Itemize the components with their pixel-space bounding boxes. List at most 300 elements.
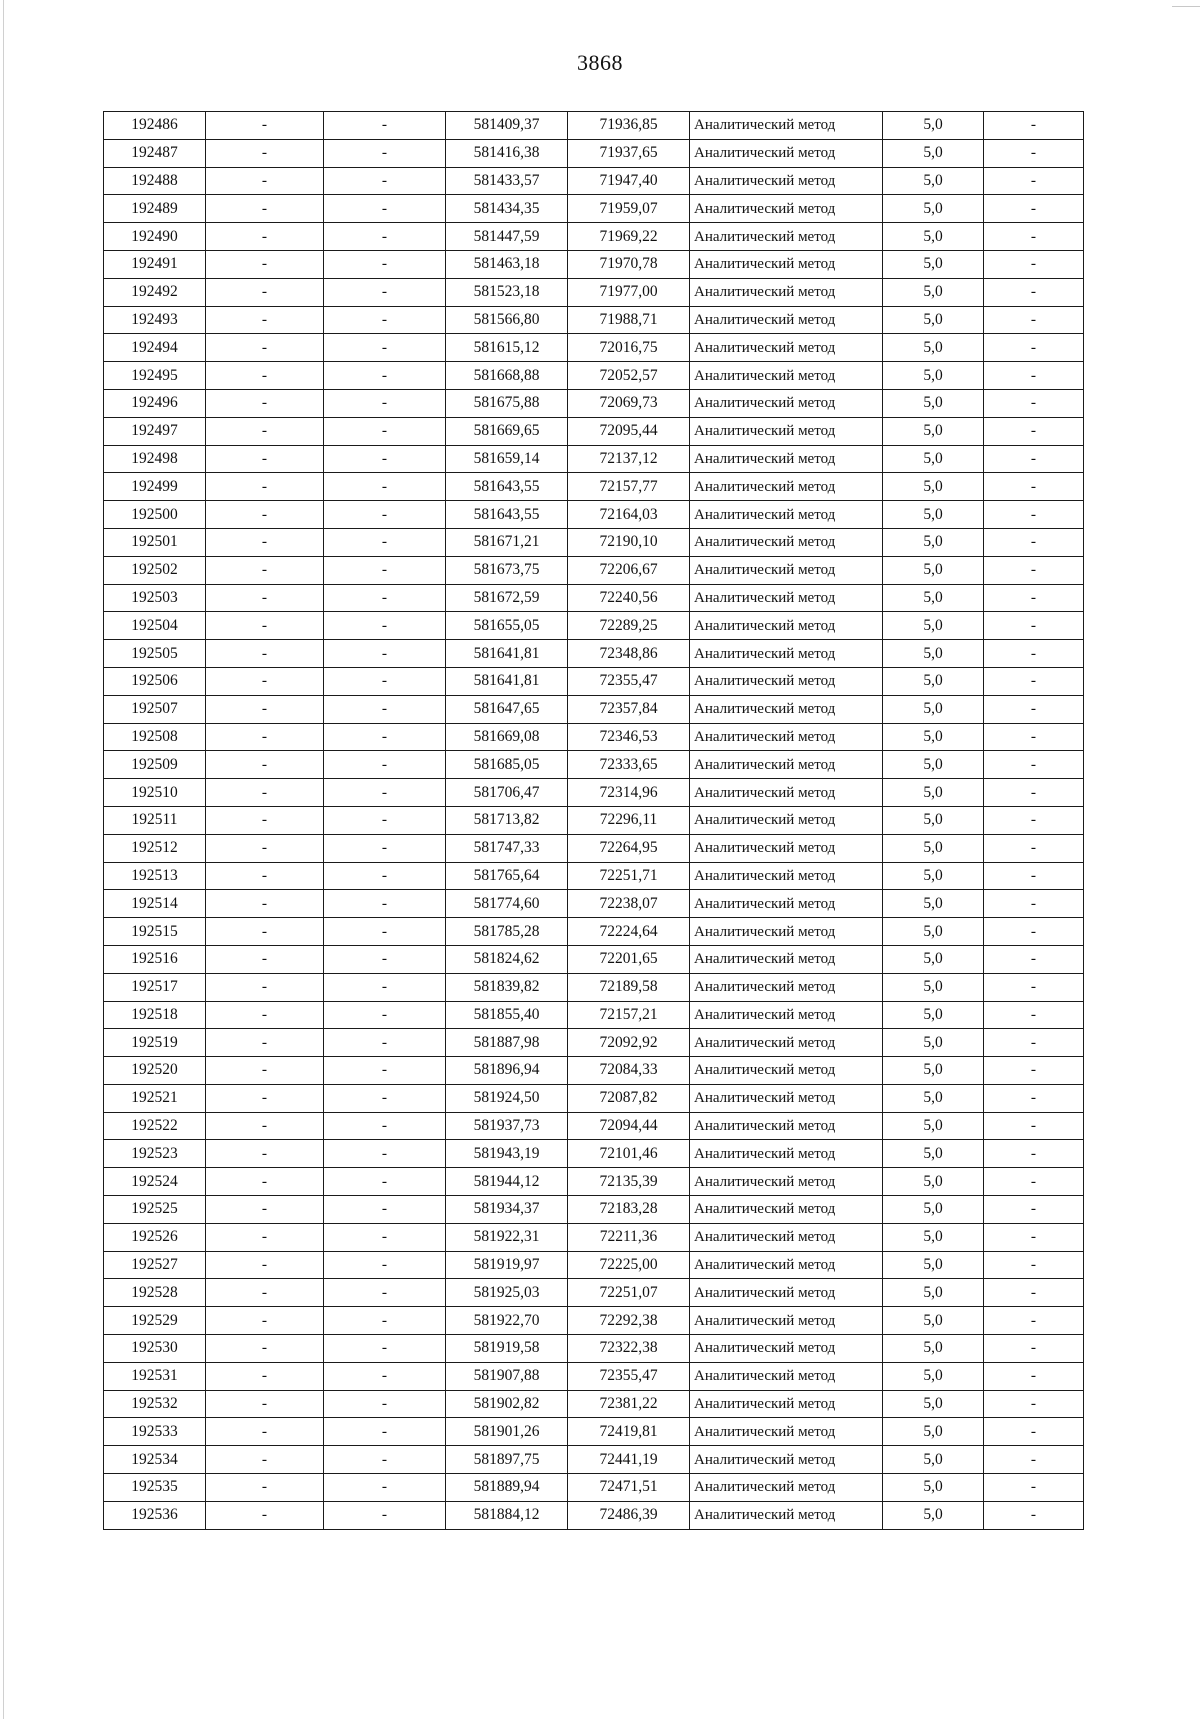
point-number-cell: 192488 (104, 167, 206, 195)
x-coordinate-cell: 581659,14 (446, 445, 568, 473)
accuracy-cell: 5,0 (883, 1084, 984, 1112)
point-number-cell: 192509 (104, 751, 206, 779)
empty-value-cell: - (324, 751, 446, 779)
y-coordinate-cell: 72441,19 (568, 1446, 690, 1474)
empty-value-cell: - (984, 1196, 1084, 1224)
y-coordinate-cell: 72137,12 (568, 445, 690, 473)
empty-value-cell: - (324, 1057, 446, 1085)
empty-value-cell: - (206, 1362, 324, 1390)
table-row (104, 890, 1084, 918)
y-coordinate-cell: 72251,71 (568, 862, 690, 890)
point-number-cell: 192521 (104, 1084, 206, 1112)
empty-value-cell: - (324, 334, 446, 362)
table-row (104, 1501, 1084, 1529)
table-row (104, 278, 1084, 306)
y-coordinate-cell: 72355,47 (568, 1362, 690, 1390)
empty-value-cell: - (324, 1251, 446, 1279)
point-number-cell: 192506 (104, 667, 206, 695)
point-number-cell: 192515 (104, 918, 206, 946)
empty-value-cell: - (324, 1223, 446, 1251)
empty-value-cell: - (984, 1001, 1084, 1029)
method-cell: Аналитический метод (690, 112, 883, 140)
empty-value-cell: - (206, 1223, 324, 1251)
point-number-cell: 192518 (104, 1001, 206, 1029)
x-coordinate-cell: 581671,21 (446, 528, 568, 556)
empty-value-cell: - (206, 1474, 324, 1502)
table-row (104, 862, 1084, 890)
x-coordinate-cell: 581409,37 (446, 112, 568, 140)
x-coordinate-cell: 581655,05 (446, 612, 568, 640)
point-number-cell: 192503 (104, 584, 206, 612)
accuracy-cell: 5,0 (883, 1251, 984, 1279)
table-row (104, 1251, 1084, 1279)
table-row (104, 1362, 1084, 1390)
table-row (104, 334, 1084, 362)
empty-value-cell: - (206, 612, 324, 640)
accuracy-cell: 5,0 (883, 139, 984, 167)
accuracy-cell: 5,0 (883, 167, 984, 195)
table-body (104, 112, 1084, 1530)
empty-value-cell: - (324, 1279, 446, 1307)
y-coordinate-cell: 72016,75 (568, 334, 690, 362)
page-number: 3868 (577, 50, 623, 75)
empty-value-cell: - (324, 389, 446, 417)
method-cell: Аналитический метод (690, 834, 883, 862)
method-cell: Аналитический метод (690, 306, 883, 334)
empty-value-cell: - (984, 139, 1084, 167)
empty-value-cell: - (984, 334, 1084, 362)
empty-value-cell: - (206, 1057, 324, 1085)
table-row (104, 1084, 1084, 1112)
table-row (104, 1223, 1084, 1251)
empty-value-cell: - (206, 556, 324, 584)
y-coordinate-cell: 71970,78 (568, 250, 690, 278)
empty-value-cell: - (984, 278, 1084, 306)
method-cell: Аналитический метод (690, 417, 883, 445)
y-coordinate-cell: 72206,67 (568, 556, 690, 584)
empty-value-cell: - (206, 278, 324, 306)
y-coordinate-cell: 72201,65 (568, 945, 690, 973)
empty-value-cell: - (984, 1335, 1084, 1363)
empty-value-cell: - (206, 890, 324, 918)
accuracy-cell: 5,0 (883, 1390, 984, 1418)
empty-value-cell: - (324, 1362, 446, 1390)
empty-value-cell: - (324, 528, 446, 556)
empty-value-cell: - (324, 501, 446, 529)
point-number-cell: 192496 (104, 389, 206, 417)
empty-value-cell: - (984, 195, 1084, 223)
x-coordinate-cell: 581706,47 (446, 779, 568, 807)
empty-value-cell: - (324, 1140, 446, 1168)
y-coordinate-cell: 72084,33 (568, 1057, 690, 1085)
empty-value-cell: - (984, 862, 1084, 890)
method-cell: Аналитический метод (690, 1474, 883, 1502)
accuracy-cell: 5,0 (883, 334, 984, 362)
y-coordinate-cell: 72238,07 (568, 890, 690, 918)
x-coordinate-cell: 581643,55 (446, 473, 568, 501)
empty-value-cell: - (984, 1057, 1084, 1085)
empty-value-cell: - (206, 195, 324, 223)
empty-value-cell: - (206, 1196, 324, 1224)
empty-value-cell: - (206, 1307, 324, 1335)
empty-value-cell: - (984, 1279, 1084, 1307)
empty-value-cell: - (984, 1307, 1084, 1335)
point-number-cell: 192520 (104, 1057, 206, 1085)
y-coordinate-cell: 71936,85 (568, 112, 690, 140)
accuracy-cell: 5,0 (883, 1057, 984, 1085)
empty-value-cell: - (206, 1335, 324, 1363)
empty-value-cell: - (984, 806, 1084, 834)
point-number-cell: 192501 (104, 528, 206, 556)
accuracy-cell: 5,0 (883, 834, 984, 862)
y-coordinate-cell: 72094,44 (568, 1112, 690, 1140)
point-number-cell: 192533 (104, 1418, 206, 1446)
empty-value-cell: - (984, 918, 1084, 946)
empty-value-cell: - (984, 751, 1084, 779)
empty-value-cell: - (206, 723, 324, 751)
point-number-cell: 192492 (104, 278, 206, 306)
empty-value-cell: - (206, 806, 324, 834)
point-number-cell: 192498 (104, 445, 206, 473)
table-row (104, 1001, 1084, 1029)
method-cell: Аналитический метод (690, 445, 883, 473)
x-coordinate-cell: 581434,35 (446, 195, 568, 223)
point-number-cell: 192495 (104, 362, 206, 390)
y-coordinate-cell: 72135,39 (568, 1168, 690, 1196)
point-number-cell: 192499 (104, 473, 206, 501)
y-coordinate-cell: 72189,58 (568, 973, 690, 1001)
method-cell: Аналитический метод (690, 667, 883, 695)
empty-value-cell: - (984, 1474, 1084, 1502)
table-row (104, 250, 1084, 278)
method-cell: Аналитический метод (690, 1029, 883, 1057)
empty-value-cell: - (984, 779, 1084, 807)
y-coordinate-cell: 72322,38 (568, 1335, 690, 1363)
method-cell: Аналитический метод (690, 362, 883, 390)
method-cell: Аналитический метод (690, 1084, 883, 1112)
accuracy-cell: 5,0 (883, 1196, 984, 1224)
accuracy-cell: 5,0 (883, 1362, 984, 1390)
table-row (104, 806, 1084, 834)
y-coordinate-cell: 72346,53 (568, 723, 690, 751)
empty-value-cell: - (324, 584, 446, 612)
empty-value-cell: - (324, 362, 446, 390)
accuracy-cell: 5,0 (883, 1223, 984, 1251)
x-coordinate-cell: 581641,81 (446, 640, 568, 668)
empty-value-cell: - (324, 612, 446, 640)
x-coordinate-cell: 581884,12 (446, 1501, 568, 1529)
method-cell: Аналитический метод (690, 640, 883, 668)
empty-value-cell: - (206, 306, 324, 334)
accuracy-cell: 5,0 (883, 973, 984, 1001)
accuracy-cell: 5,0 (883, 306, 984, 334)
method-cell: Аналитический метод (690, 1390, 883, 1418)
accuracy-cell: 5,0 (883, 278, 984, 306)
point-number-cell: 192491 (104, 250, 206, 278)
x-coordinate-cell: 581896,94 (446, 1057, 568, 1085)
y-coordinate-cell: 72240,56 (568, 584, 690, 612)
y-coordinate-cell: 72157,77 (568, 473, 690, 501)
empty-value-cell: - (324, 112, 446, 140)
table-row (104, 195, 1084, 223)
empty-value-cell: - (984, 1084, 1084, 1112)
y-coordinate-cell: 72069,73 (568, 389, 690, 417)
empty-value-cell: - (324, 473, 446, 501)
method-cell: Аналитический метод (690, 890, 883, 918)
y-coordinate-cell: 72419,81 (568, 1418, 690, 1446)
y-coordinate-cell: 72092,92 (568, 1029, 690, 1057)
point-number-cell: 192497 (104, 417, 206, 445)
empty-value-cell: - (984, 695, 1084, 723)
method-cell: Аналитический метод (690, 250, 883, 278)
empty-value-cell: - (984, 1362, 1084, 1390)
point-number-cell: 192512 (104, 834, 206, 862)
y-coordinate-cell: 72357,84 (568, 695, 690, 723)
x-coordinate-cell: 581943,19 (446, 1140, 568, 1168)
accuracy-cell: 5,0 (883, 1446, 984, 1474)
table-row (104, 973, 1084, 1001)
y-coordinate-cell: 72471,51 (568, 1474, 690, 1502)
table-row (104, 1112, 1084, 1140)
method-cell: Аналитический метод (690, 862, 883, 890)
empty-value-cell: - (206, 1084, 324, 1112)
table-row (104, 1279, 1084, 1307)
accuracy-cell: 5,0 (883, 1112, 984, 1140)
empty-value-cell: - (324, 223, 446, 251)
x-coordinate-cell: 581922,31 (446, 1223, 568, 1251)
x-coordinate-cell: 581925,03 (446, 1279, 568, 1307)
point-number-cell: 192525 (104, 1196, 206, 1224)
method-cell: Аналитический метод (690, 973, 883, 1001)
x-coordinate-cell: 581463,18 (446, 250, 568, 278)
x-coordinate-cell: 581669,08 (446, 723, 568, 751)
x-coordinate-cell: 581641,81 (446, 667, 568, 695)
point-number-cell: 192504 (104, 612, 206, 640)
empty-value-cell: - (206, 640, 324, 668)
accuracy-cell: 5,0 (883, 1279, 984, 1307)
y-coordinate-cell: 72164,03 (568, 501, 690, 529)
empty-value-cell: - (324, 556, 446, 584)
y-coordinate-cell: 72251,07 (568, 1279, 690, 1307)
table-row (104, 1307, 1084, 1335)
point-number-cell: 192513 (104, 862, 206, 890)
y-coordinate-cell: 72292,38 (568, 1307, 690, 1335)
table-row (104, 667, 1084, 695)
point-number-cell: 192511 (104, 806, 206, 834)
point-number-cell: 192510 (104, 779, 206, 807)
point-number-cell: 192494 (104, 334, 206, 362)
empty-value-cell: - (984, 1418, 1084, 1446)
x-coordinate-cell: 581919,97 (446, 1251, 568, 1279)
table-row (104, 501, 1084, 529)
y-coordinate-cell: 72157,21 (568, 1001, 690, 1029)
empty-value-cell: - (206, 1418, 324, 1446)
table-row (104, 1418, 1084, 1446)
point-number-cell: 192535 (104, 1474, 206, 1502)
empty-value-cell: - (324, 306, 446, 334)
table-row (104, 556, 1084, 584)
point-number-cell: 192530 (104, 1335, 206, 1363)
empty-value-cell: - (206, 751, 324, 779)
x-coordinate-cell: 581934,37 (446, 1196, 568, 1224)
x-coordinate-cell: 581897,75 (446, 1446, 568, 1474)
empty-value-cell: - (206, 167, 324, 195)
accuracy-cell: 5,0 (883, 640, 984, 668)
point-number-cell: 192489 (104, 195, 206, 223)
x-coordinate-cell: 581907,88 (446, 1362, 568, 1390)
table-row (104, 723, 1084, 751)
x-coordinate-cell: 581566,80 (446, 306, 568, 334)
empty-value-cell: - (984, 1140, 1084, 1168)
point-number-cell: 192516 (104, 945, 206, 973)
empty-value-cell: - (984, 1029, 1084, 1057)
accuracy-cell: 5,0 (883, 1335, 984, 1363)
accuracy-cell: 5,0 (883, 362, 984, 390)
y-coordinate-cell: 72314,96 (568, 779, 690, 807)
empty-value-cell: - (206, 139, 324, 167)
table-row (104, 1140, 1084, 1168)
x-coordinate-cell: 581523,18 (446, 278, 568, 306)
y-coordinate-cell: 72264,95 (568, 834, 690, 862)
x-coordinate-cell: 581416,38 (446, 139, 568, 167)
empty-value-cell: - (984, 112, 1084, 140)
y-coordinate-cell: 72211,36 (568, 1223, 690, 1251)
accuracy-cell: 5,0 (883, 723, 984, 751)
x-coordinate-cell: 581889,94 (446, 1474, 568, 1502)
method-cell: Аналитический метод (690, 1112, 883, 1140)
y-coordinate-cell: 72486,39 (568, 1501, 690, 1529)
empty-value-cell: - (206, 1168, 324, 1196)
point-number-cell: 192500 (104, 501, 206, 529)
empty-value-cell: - (324, 779, 446, 807)
accuracy-cell: 5,0 (883, 1029, 984, 1057)
empty-value-cell: - (984, 362, 1084, 390)
empty-value-cell: - (324, 723, 446, 751)
empty-value-cell: - (206, 223, 324, 251)
x-coordinate-cell: 581713,82 (446, 806, 568, 834)
point-number-cell: 192523 (104, 1140, 206, 1168)
empty-value-cell: - (206, 862, 324, 890)
empty-value-cell: - (206, 779, 324, 807)
empty-value-cell: - (206, 1501, 324, 1529)
accuracy-cell: 5,0 (883, 417, 984, 445)
method-cell: Аналитический метод (690, 1362, 883, 1390)
table-row (104, 1196, 1084, 1224)
method-cell: Аналитический метод (690, 1446, 883, 1474)
x-coordinate-cell: 581824,62 (446, 945, 568, 973)
x-coordinate-cell: 581447,59 (446, 223, 568, 251)
empty-value-cell: - (324, 1418, 446, 1446)
empty-value-cell: - (206, 334, 324, 362)
x-coordinate-cell: 581901,26 (446, 1418, 568, 1446)
point-number-cell: 192532 (104, 1390, 206, 1418)
method-cell: Аналитический метод (690, 1335, 883, 1363)
empty-value-cell: - (206, 1112, 324, 1140)
table-row (104, 362, 1084, 390)
empty-value-cell: - (324, 1390, 446, 1418)
x-coordinate-cell: 581747,33 (446, 834, 568, 862)
y-coordinate-cell: 71969,22 (568, 223, 690, 251)
point-number-cell: 192502 (104, 556, 206, 584)
x-coordinate-cell: 581643,55 (446, 501, 568, 529)
table-row (104, 834, 1084, 862)
table-row (104, 945, 1084, 973)
x-coordinate-cell: 581919,58 (446, 1335, 568, 1363)
empty-value-cell: - (984, 1223, 1084, 1251)
empty-value-cell: - (206, 250, 324, 278)
table-row (104, 1029, 1084, 1057)
empty-value-cell: - (324, 195, 446, 223)
empty-value-cell: - (984, 167, 1084, 195)
accuracy-cell: 5,0 (883, 612, 984, 640)
method-cell: Аналитический метод (690, 389, 883, 417)
accuracy-cell: 5,0 (883, 667, 984, 695)
method-cell: Аналитический метод (690, 1501, 883, 1529)
empty-value-cell: - (324, 806, 446, 834)
point-number-cell: 192517 (104, 973, 206, 1001)
empty-value-cell: - (206, 1029, 324, 1057)
empty-value-cell: - (984, 389, 1084, 417)
empty-value-cell: - (206, 918, 324, 946)
empty-value-cell: - (984, 1446, 1084, 1474)
table-row (104, 417, 1084, 445)
empty-value-cell: - (324, 1112, 446, 1140)
table-row (104, 223, 1084, 251)
empty-value-cell: - (324, 945, 446, 973)
empty-value-cell: - (206, 834, 324, 862)
method-cell: Аналитический метод (690, 1279, 883, 1307)
x-coordinate-cell: 581669,65 (446, 417, 568, 445)
empty-value-cell: - (324, 1335, 446, 1363)
empty-value-cell: - (206, 1279, 324, 1307)
empty-value-cell: - (324, 417, 446, 445)
accuracy-cell: 5,0 (883, 1140, 984, 1168)
empty-value-cell: - (324, 250, 446, 278)
point-number-cell: 192490 (104, 223, 206, 251)
y-coordinate-cell: 72289,25 (568, 612, 690, 640)
method-cell: Аналитический метод (690, 556, 883, 584)
accuracy-cell: 5,0 (883, 250, 984, 278)
accuracy-cell: 5,0 (883, 195, 984, 223)
accuracy-cell: 5,0 (883, 528, 984, 556)
method-cell: Аналитический метод (690, 139, 883, 167)
y-coordinate-cell: 72381,22 (568, 1390, 690, 1418)
point-number-cell: 192514 (104, 890, 206, 918)
accuracy-cell: 5,0 (883, 584, 984, 612)
accuracy-cell: 5,0 (883, 445, 984, 473)
x-coordinate-cell: 581668,88 (446, 362, 568, 390)
table-row (104, 306, 1084, 334)
y-coordinate-cell: 71988,71 (568, 306, 690, 334)
y-coordinate-cell: 72095,44 (568, 417, 690, 445)
table-row (104, 640, 1084, 668)
empty-value-cell: - (984, 1501, 1084, 1529)
accuracy-cell: 5,0 (883, 695, 984, 723)
empty-value-cell: - (324, 1474, 446, 1502)
empty-value-cell: - (206, 501, 324, 529)
empty-value-cell: - (984, 445, 1084, 473)
empty-value-cell: - (984, 723, 1084, 751)
accuracy-cell: 5,0 (883, 918, 984, 946)
table-row (104, 167, 1084, 195)
y-coordinate-cell: 71937,65 (568, 139, 690, 167)
accuracy-cell: 5,0 (883, 1501, 984, 1529)
empty-value-cell: - (324, 1501, 446, 1529)
accuracy-cell: 5,0 (883, 556, 984, 584)
point-number-cell: 192487 (104, 139, 206, 167)
empty-value-cell: - (206, 584, 324, 612)
empty-value-cell: - (984, 501, 1084, 529)
